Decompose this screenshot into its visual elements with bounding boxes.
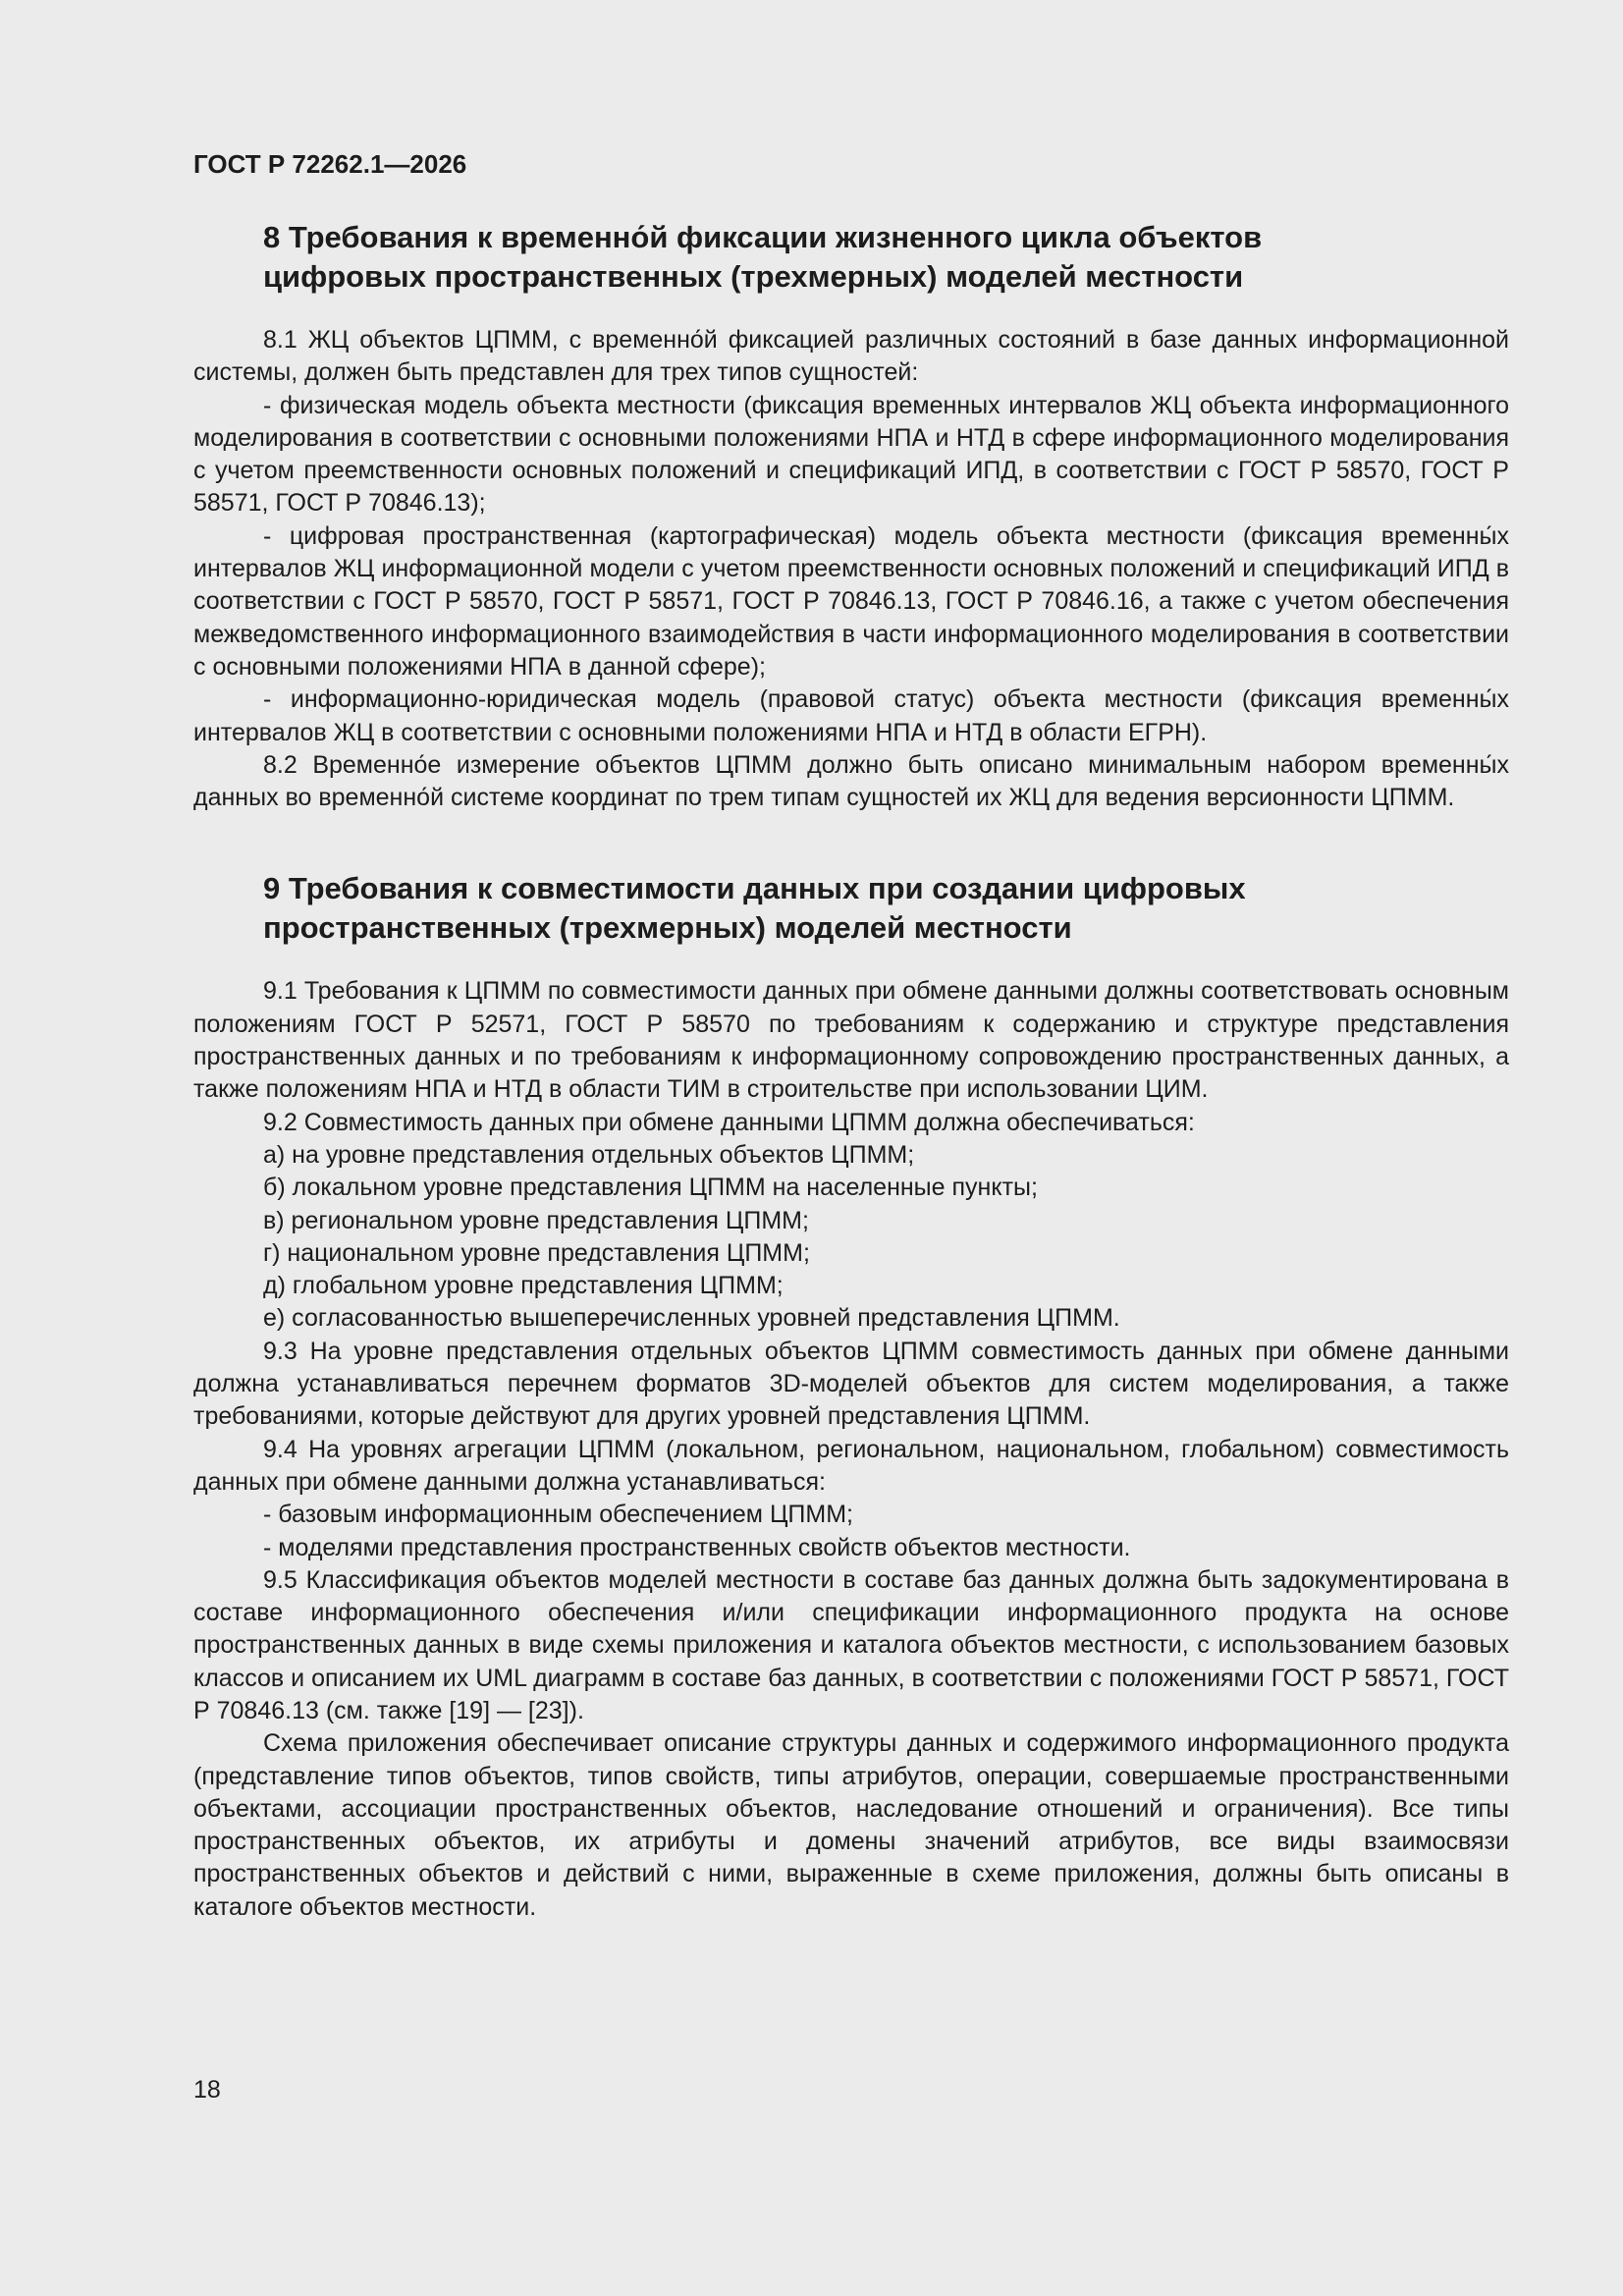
- list-item: д) глобальном уровне представления ЦПММ;: [263, 1272, 784, 1300]
- paragraph-9-2: 9.2 Совместимость данных при обмене данными ЦПММ должна обеспечиваться:: [263, 1108, 1195, 1136]
- list-item: в) региональном уровне представления ЦПММ;: [263, 1206, 809, 1234]
- paragraph-application-schema: Схема приложения обеспечивает описание структуры данных и содержимого информационного продукта (представление типов объектов, типов свойств, типы атрибутов, операции, совершаемые пространственными объектами, ассоциации пространственных объектов, наследование отношений и ограничения). Все типы пространственных объектов, их атрибуты и домены значений атрибутов, все виды взаимосвязи пространственных объектов и действий с ними, выраженные в схеме приложения, должны быть описаны в каталоге объектов местности.: [193, 1729, 1509, 1921]
- paragraph-9-4: 9.4 На уровнях агрегации ЦПММ (локальном, региональном, национальном, глобальном) совместимость данных при обмене данными должна устанавливаться:: [193, 1435, 1509, 1496]
- section-9-title-line2: пространственных (трехмерных) моделей местности: [263, 910, 1072, 946]
- section-9-title-line1: 9 Требования к совместимости данных при создании цифровых: [263, 871, 1246, 906]
- page-number: 18: [193, 2076, 221, 2104]
- paragraph-9-1: 9.1 Требования к ЦПММ по совместимости данных при обмене данными должны соответствовать основным положениям ГОСТ Р 52571, ГОСТ Р 58570 по требованиям к содержанию и структуре представления пространственных данных и по требованиям к информационному сопровождению пространственных данных, а также положениям НПА и НТД в области ТИМ в строительстве при использовании ЦИМ.: [193, 977, 1509, 1104]
- paragraph-9-3: 9.3 На уровне представления отдельных объектов ЦПММ совместимость данных при обмене данными должна устанавливаться перечнем форматов 3D-моделей объектов для систем моделирования, а также требованиями, которые действуют для других уровней представления ЦПММ.: [193, 1337, 1509, 1431]
- section-8-title-line1: 8 Требования к временно́й фиксации жизненного цикла объектов: [263, 220, 1263, 254]
- list-item: - базовым информационным обеспечением ЦПММ;: [263, 1501, 854, 1529]
- paragraph-8-1: 8.1 ЖЦ объектов ЦПММ, с временно́й фиксацией различных состояний в базе данных информационной системы, должен быть представлен для трех типов сущностей:: [193, 326, 1509, 387]
- paragraph-9-5: 9.5 Классификация объектов моделей местности в составе баз данных должна быть задокументирована в составе информационного обеспечения и/или спецификации информационного продукта на основе пространственных данных в виде схемы приложения и каталога объектов местности, с использованием базовых классов и описанием их UML диаграмм в составе баз данных, в соответствии с положениями ГОСТ Р 58571, ГОСТ Р 70846.13 (см. также [19] — [23]).: [193, 1565, 1509, 1724]
- list-item: е) согласованностью вышеперечисленных уровней представления ЦПММ.: [263, 1304, 1120, 1333]
- list-item-digital-model: - цифровая пространственная (картографическая) модель объекта местности (фиксация временны́х интервалов ЖЦ информационной модели с учетом преемственности основных положений и спецификаций ИПД в соответствии с ГОСТ Р 58570, ГОСТ Р 58571, ГОСТ Р 70846.13, ГОСТ Р 70846.16, а также с учетом обеспечения межведомственного информационного взаимодействия в части информационного моделирования в соответствии с основными положениями НПА в данной сфере);: [193, 521, 1509, 681]
- page-content: [193, 218, 1509, 1924]
- list-item-legal-model: - информационно-юридическая модель (правовой статус) объекта местности (фиксация временны́х интервалов ЖЦ в соответствии с основными положениями НПА и НТД в области ЕГРН).: [193, 685, 1509, 746]
- paragraph-8-2: 8.2 Временно́е измерение объектов ЦПММ должно быть описано минимальным набором временны́х данных во временно́й системе координат по трем типам сущностей их ЖЦ для ведения версионности ЦПММ.: [193, 750, 1509, 812]
- section-9-title: [193, 869, 1509, 948]
- list-item: - моделями представления пространственных свойств объектов местности.: [263, 1533, 1131, 1561]
- section-8-title: [193, 218, 1509, 297]
- section-8-title-line2: цифровых пространственных (трехмерных) моделей местности: [263, 259, 1244, 294]
- list-item: г) национальном уровне представления ЦПММ;: [263, 1238, 810, 1267]
- list-item: а) на уровне представления отдельных объектов ЦПММ;: [263, 1140, 915, 1169]
- document-code: ГОСТ Р 72262.1—2026: [193, 149, 467, 179]
- list-item: б) локальном уровне представления ЦПММ на населенные пункты;: [263, 1174, 1038, 1202]
- list-item-physical-model: - физическая модель объекта местности (фиксация временных интервалов ЖЦ объекта информационного моделирования в соответствии с основными положениями НПА и НТД в сфере информационного моделирования с учетом преемственности основных положений и спецификаций ИПД, в соответствии с ГОСТ Р 58570, ГОСТ Р 58571, ГОСТ Р 70846.13);: [193, 391, 1509, 518]
